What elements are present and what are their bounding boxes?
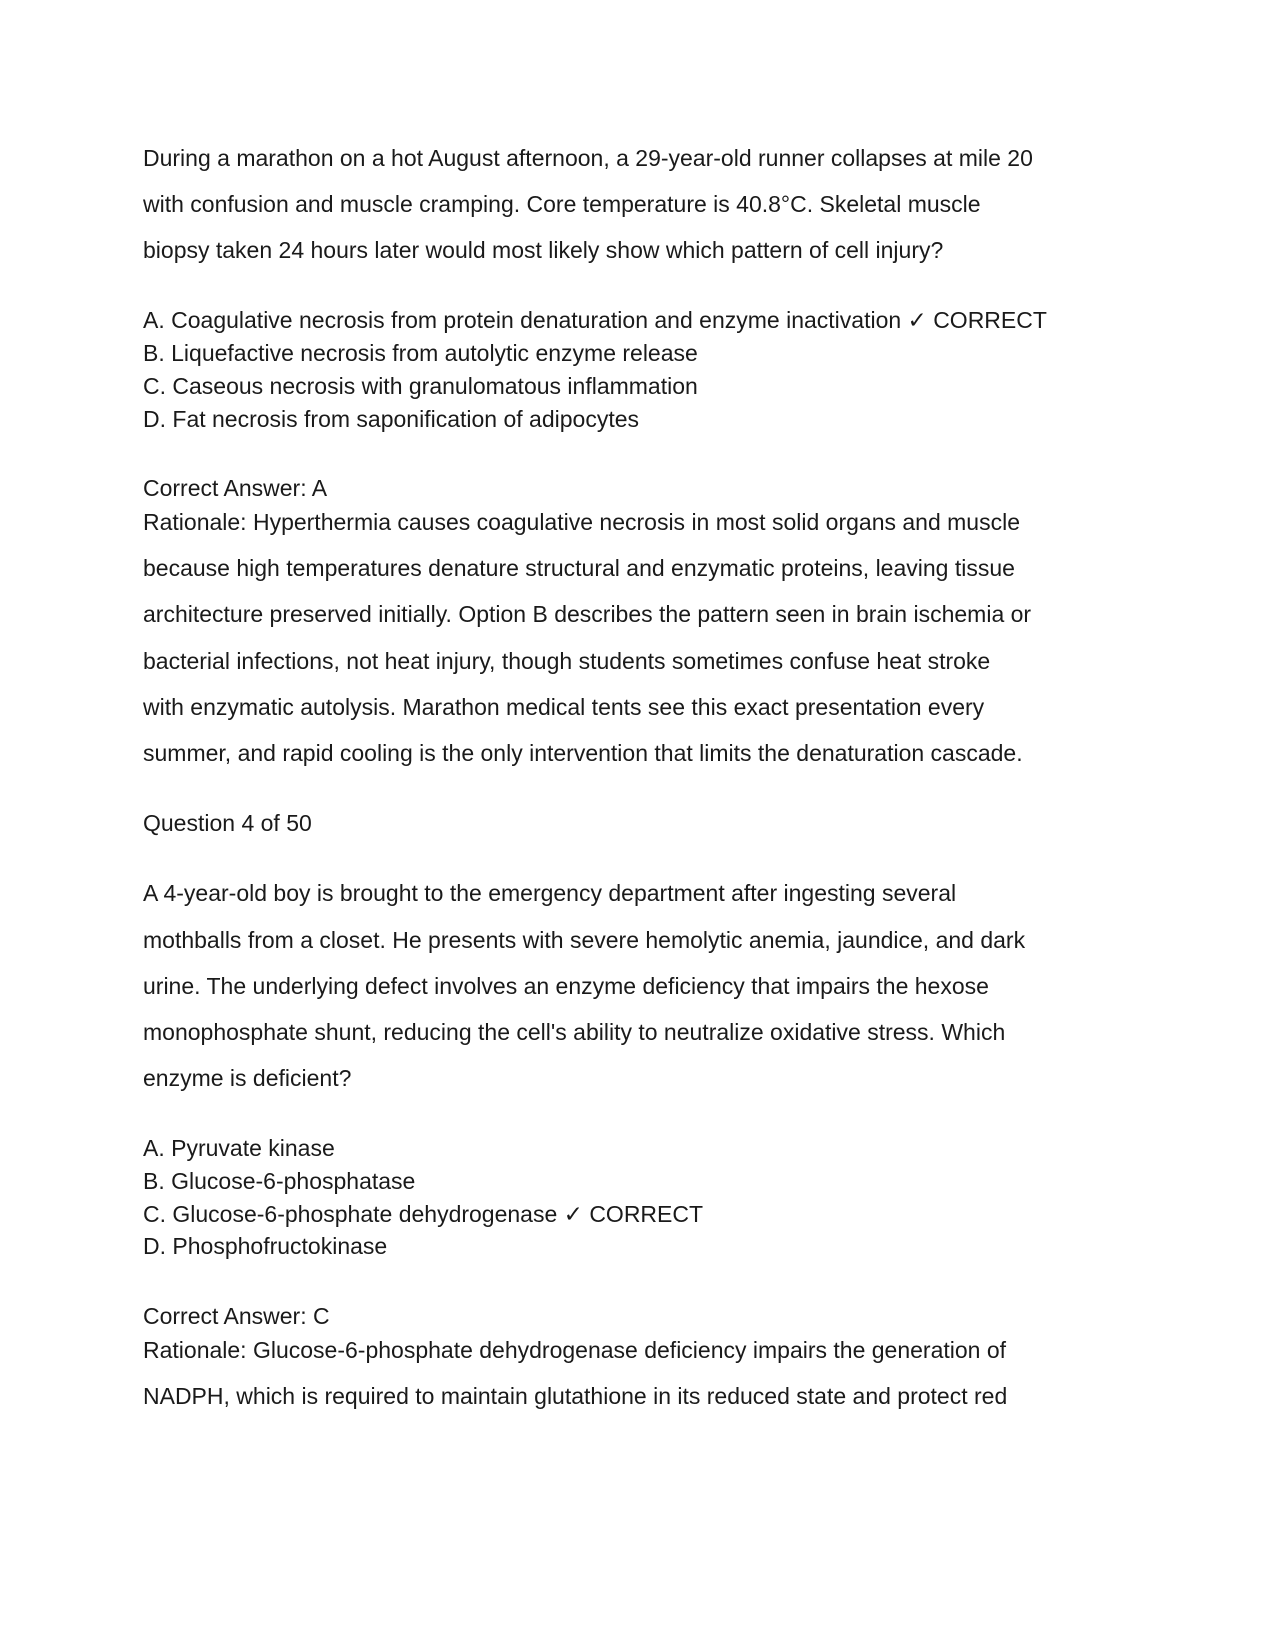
q4-correct-answer: Correct Answer: C: [143, 1303, 330, 1329]
q3-stem-line: During a marathon on a hot August afternoon, a 29-year-old runner collapses at mile 20: [143, 145, 1033, 171]
q4-stem-line: urine. The underlying defect involves an enzyme deficiency that impairs the hexose: [143, 973, 989, 999]
q4-option-a: A. Pyruvate kinase: [143, 1135, 335, 1161]
q3-rationale-line: bacterial infections, not heat injury, though students sometimes confuse heat stroke: [143, 648, 991, 674]
q3-rationale-line: with enzymatic autolysis. Marathon medical tents see this exact presentation every: [143, 694, 985, 720]
q3-option-c: C. Caseous necrosis with granulomatous inflammation: [143, 373, 698, 399]
q4-stem-line: monophosphate shunt, reducing the cell's ability to neutralize oxidative stress. Which: [143, 1019, 1006, 1045]
q4-stem-line: enzyme is deficient?: [143, 1065, 352, 1091]
q4-option-b: B. Glucose-6-phosphatase: [143, 1168, 416, 1194]
q3-rationale-line: summer, and rapid cooling is the only intervention that limits the denaturation cascade.: [143, 740, 1023, 766]
q4-rationale-line: Rationale: Glucose-6-phosphate dehydrogenase deficiency impairs the generation of: [143, 1337, 1007, 1363]
q3-option-d: D. Fat necrosis from saponification of adipocytes: [143, 406, 640, 432]
q4-stem-line: mothballs from a closet. He presents with severe hemolytic anemia, jaundice, and dark: [143, 927, 1026, 953]
q3-option-b: B. Liquefactive necrosis from autolytic enzyme release: [143, 340, 698, 366]
q3-rationale-line: architecture preserved initially. Option B describes the pattern seen in brain ischemia or: [143, 601, 1032, 627]
q3-rationale-line: because high temperatures denature structural and enzymatic proteins, leaving tissue: [143, 555, 1015, 581]
q4-option-c: C. Glucose-6-phosphate dehydrogenase ✓ CORRECT: [143, 1201, 704, 1227]
q3-correct-answer: Correct Answer: A: [143, 475, 328, 501]
q3-option-a: A. Coagulative necrosis from protein denaturation and enzyme inactivation ✓ CORRECT: [143, 307, 1047, 333]
q4-stem-line: A 4-year-old boy is brought to the emergency department after ingesting several: [143, 880, 957, 906]
q3-rationale-line: Rationale: Hyperthermia causes coagulative necrosis in most solid organs and muscle: [143, 509, 1020, 535]
q4-header: Question 4 of 50: [143, 810, 312, 836]
q4-option-d: D. Phosphofructokinase: [143, 1233, 388, 1259]
q4-rationale-line: NADPH, which is required to maintain glutathione in its reduced state and protect red: [143, 1383, 1008, 1409]
q3-stem-line: with confusion and muscle cramping. Core temperature is 40.8°C. Skeletal muscle: [143, 191, 981, 217]
q3-stem-line: biopsy taken 24 hours later would most likely show which pattern of cell injury?: [143, 237, 944, 263]
